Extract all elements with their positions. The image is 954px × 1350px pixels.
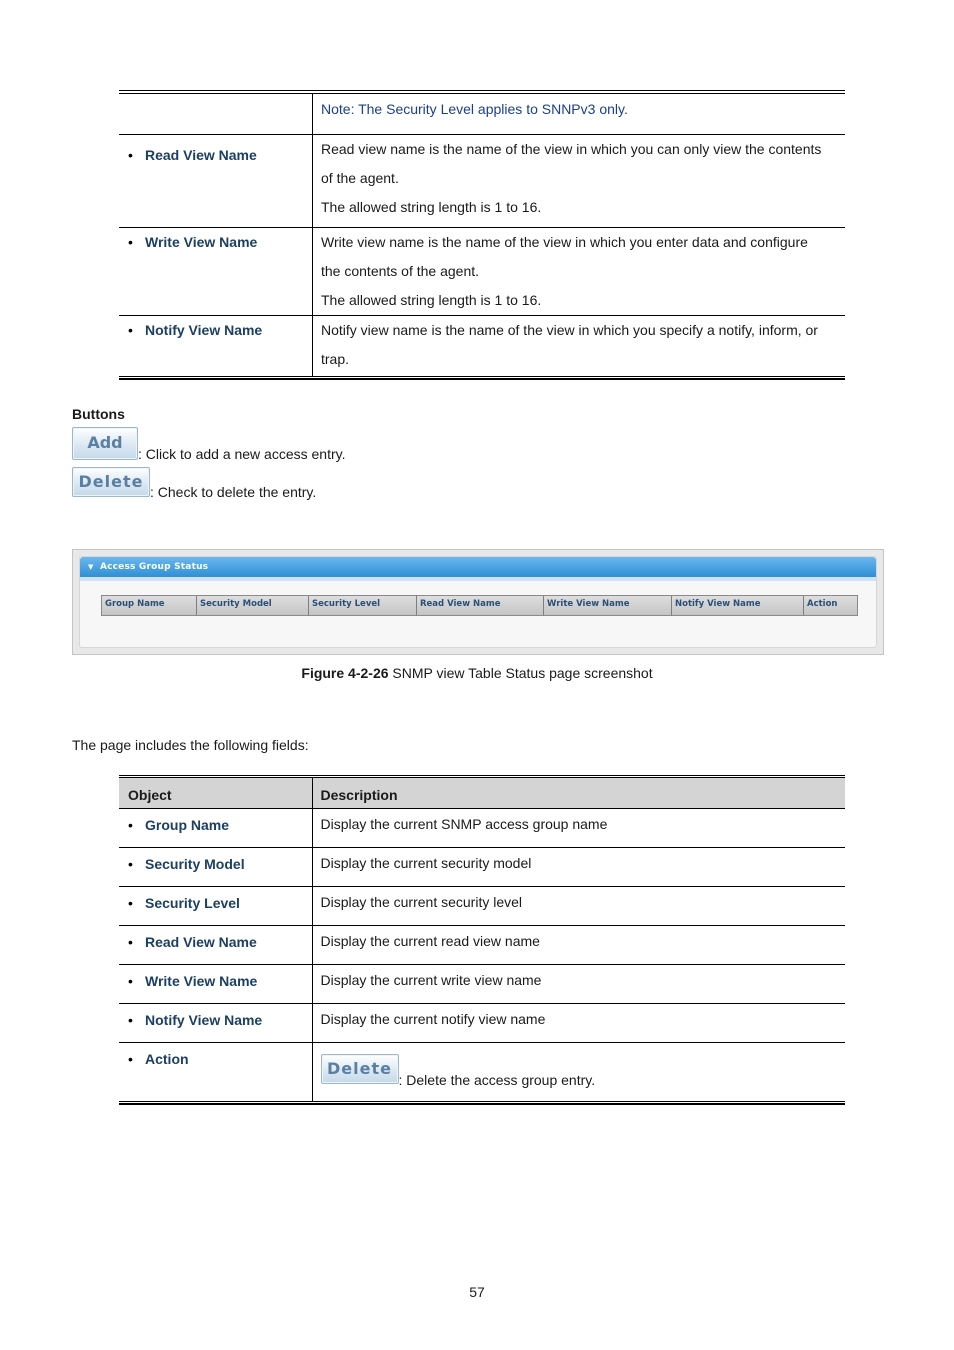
table-row: • Notify View Name Display the current notify view name	[119, 1003, 845, 1042]
figure-text: SNMP view Table Status page screenshot	[388, 665, 653, 681]
object-label: Action	[145, 1050, 189, 1067]
desc-line: The allowed string length is 1 to 16.	[321, 199, 542, 215]
description-cell: Display the current SNMP access group name	[312, 808, 845, 847]
object-label: Read View Name	[145, 933, 257, 950]
column-header: Group Name	[102, 596, 197, 615]
status-table-header	[101, 595, 858, 616]
description-cell: Display the current notify view name	[312, 1003, 845, 1042]
delete-button-description: : Check to delete the entry.	[150, 484, 317, 500]
add-button-label: Add	[87, 433, 123, 452]
table-row: • Read View Name Display the current read view name	[119, 925, 845, 964]
page-number: 57	[469, 1284, 485, 1300]
delete-button-image	[321, 1054, 399, 1084]
table-row: • Write View Name Display the current write view name	[119, 964, 845, 1003]
delete-button-label: Delete	[327, 1058, 392, 1078]
buttons-heading: Buttons	[72, 406, 125, 422]
delete-description: : Delete the access group entry.	[398, 1071, 596, 1088]
add-button-description: : Click to add a new access entry.	[138, 446, 346, 462]
security-level-note: Note: The Security Level applies to SNNPv3 only.	[313, 94, 846, 135]
object-label: Notify View Name	[145, 1011, 263, 1028]
fields-table	[119, 775, 845, 1105]
header-object: Object	[119, 778, 312, 808]
table-row: • Security Level Display the current security level	[119, 886, 845, 925]
figure-label: Figure 4-2-26	[301, 665, 389, 681]
desc-line: Read view name is the name of the view in which you can only view the contents	[321, 141, 822, 157]
object-label: Write View Name	[145, 234, 258, 250]
description-cell: Display the current security level	[312, 886, 845, 925]
desc-line: Notify view name is the name of the view in which you specify a notify, inform, or	[321, 322, 818, 338]
column-header: Notify View Name	[672, 596, 804, 615]
object-label: Security Model	[145, 855, 245, 872]
object-label: Security Level	[145, 894, 240, 911]
desc-line: of the agent.	[321, 170, 399, 186]
access-group-status-screenshot	[72, 549, 884, 655]
header-description: Description	[312, 778, 845, 808]
object-label: Notify View Name	[145, 322, 263, 338]
column-header: Action	[807, 599, 838, 609]
column-header: Read View Name	[417, 596, 544, 615]
table-row: • Read View Name Read view name is the name of the view in which you can only view the contents of the agent. The allowed string length is 1 to 16.	[119, 135, 845, 228]
table-row: • Security Model Display the current security model	[119, 847, 845, 886]
table-row: • Write View Name Write view name is the name of the view in which you enter data and configure the contents of the agent. The allowed string length is 1 to 16.	[119, 228, 845, 316]
description-cell	[312, 1042, 845, 1101]
panel-title: Access Group Status	[99, 562, 209, 572]
fields-intro: The page includes the following fields:	[72, 737, 309, 753]
collapse-arrow-icon[interactable]: ▼	[88, 563, 94, 571]
description-cell: Display the current read view name	[312, 925, 845, 964]
table-row: • Group Name Display the current SNMP access group name	[119, 808, 845, 847]
object-label: Read View Name	[145, 147, 257, 163]
object-label: Write View Name	[145, 972, 258, 989]
figure-caption	[0, 665, 954, 681]
top-table	[119, 90, 845, 380]
desc-line: Write view name is the name of the view in which you enter data and configure	[321, 234, 808, 250]
description-cell: Display the current security model	[312, 847, 845, 886]
column-header: Security Model	[197, 596, 309, 615]
table-row: • Notify View Name Notify view name is the name of the view in which you specify a notify, inform, or trap.	[119, 316, 845, 377]
delete-button-image	[72, 467, 150, 497]
column-header: Write View Name	[544, 596, 672, 615]
object-label: Group Name	[145, 816, 230, 833]
desc-line: The allowed string length is 1 to 16.	[321, 292, 542, 308]
column-header: Security Level	[309, 596, 417, 615]
desc-line: trap.	[321, 351, 350, 367]
delete-button-label: Delete	[78, 472, 144, 491]
description-cell: Display the current write view name	[312, 964, 845, 1003]
desc-line: the contents of the agent.	[321, 263, 480, 279]
add-button-image	[72, 427, 138, 460]
table-header-row	[119, 778, 845, 808]
table-row: • Action Delete : Delete the access group entry.	[119, 1042, 845, 1101]
panel-title-bar	[80, 557, 876, 577]
